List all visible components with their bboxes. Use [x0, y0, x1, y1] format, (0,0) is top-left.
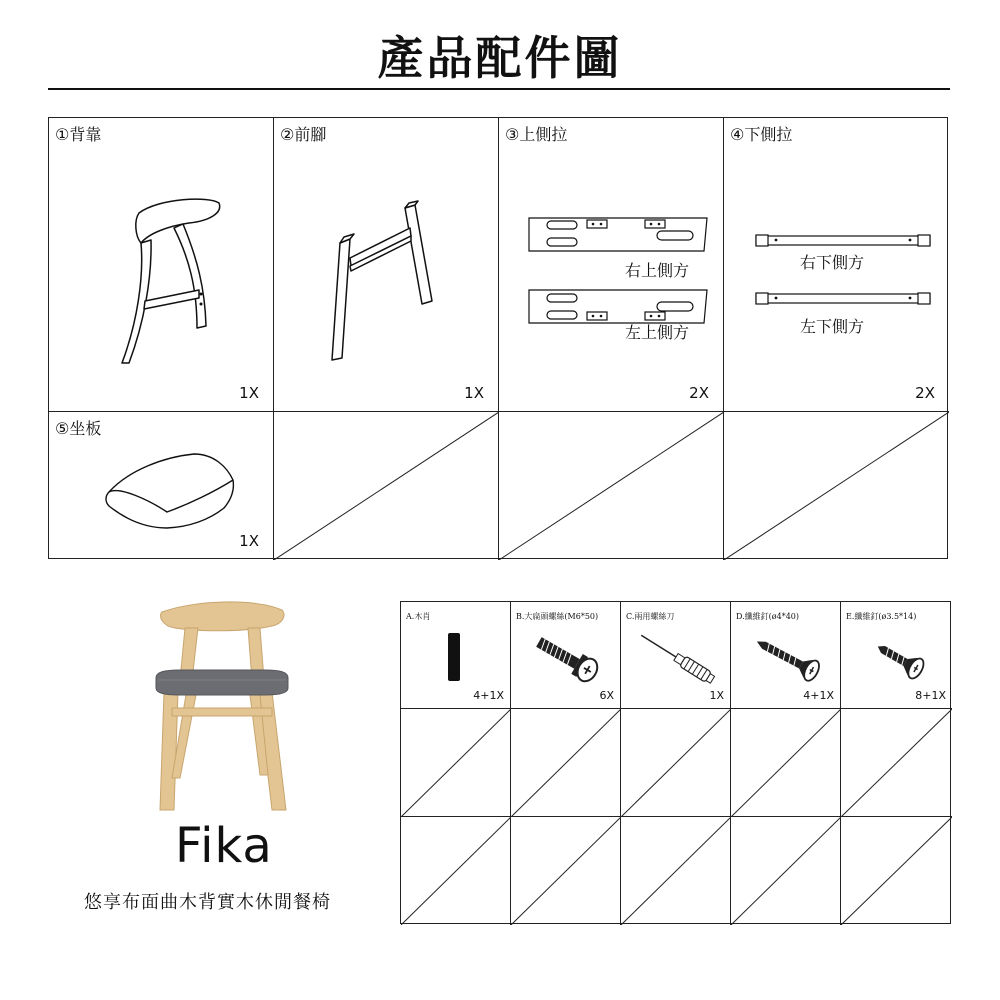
hardware-qty: 8+1X: [915, 689, 946, 702]
diagonal-slash: [401, 709, 511, 817]
hardware-label: C.兩用螺絲刀: [626, 612, 675, 621]
part-cell-backrest: [49, 118, 274, 412]
part-label: ④下側拉: [730, 125, 793, 144]
part-label: ⑤坐板: [55, 419, 102, 438]
part-qty: 1X: [464, 384, 484, 402]
part-qty: 2X: [915, 384, 935, 402]
part-label: ②前腳: [280, 125, 327, 144]
diagonal-slash: [499, 412, 724, 560]
part-qty: 1X: [239, 384, 259, 402]
product-name: Fika: [175, 818, 273, 874]
hardware-qty: 4+1X: [803, 689, 834, 702]
hardware-cell-screwdriver: [621, 602, 731, 709]
parts-grid: [48, 117, 948, 559]
hardware-cell-dowel: [401, 602, 511, 709]
chair-photo: [140, 600, 300, 815]
diagonal-slash: [731, 817, 841, 925]
hardware-label: B.大扁頭螺絲(M6*50): [516, 612, 599, 621]
part-label: ①背靠: [55, 125, 102, 144]
empty-cell: [724, 412, 949, 560]
upper-side-rails-illustration: [499, 118, 724, 412]
empty-cell: [841, 709, 952, 817]
empty-cell: [401, 817, 511, 925]
part-qty: 1X: [239, 532, 259, 550]
part-cell-upper-side-rails: [499, 118, 724, 412]
page-title: 產品配件圖: [377, 31, 623, 85]
empty-cell: [401, 709, 511, 817]
part-cell-front-legs: [274, 118, 499, 412]
hardware-grid: [400, 601, 951, 924]
diagonal-slash: [511, 709, 621, 817]
hardware-label: D.纖維釘(ø4*40): [736, 612, 799, 621]
product-subtitle: 悠享布面曲木背實木休閒餐椅: [84, 892, 331, 913]
hardware-qty: 4+1X: [473, 689, 504, 702]
diagonal-slash: [621, 709, 731, 817]
empty-cell: [511, 817, 621, 925]
rail-label-right-upper: 右上側方: [625, 261, 690, 280]
diagonal-slash: [724, 412, 949, 560]
hardware-cell-bolt: [511, 602, 621, 709]
empty-cell: [731, 817, 841, 925]
title-divider: [48, 88, 950, 90]
hardware-label: A.木肖: [406, 612, 431, 621]
empty-cell: [499, 412, 724, 560]
diagonal-slash: [401, 817, 511, 925]
empty-cell: [621, 709, 731, 817]
part-cell-lower-side-rails: [724, 118, 949, 412]
diagonal-slash: [731, 709, 841, 817]
hardware-qty: 6X: [599, 689, 614, 702]
empty-cell: [731, 709, 841, 817]
hardware-qty: 1X: [709, 689, 724, 702]
part-cell-seat: [49, 412, 274, 560]
diagonal-slash: [274, 412, 499, 560]
hardware-label: E.纖維釘(ø3.5*14): [846, 612, 917, 621]
part-label: ③上側拉: [505, 125, 568, 144]
hardware-cell-screw-large: [731, 602, 841, 709]
diagonal-slash: [841, 817, 952, 925]
diagonal-slash: [621, 817, 731, 925]
empty-cell: [274, 412, 499, 560]
empty-cell: [841, 817, 952, 925]
rail-label-left-lower: 左下側方: [800, 317, 865, 336]
empty-cell: [511, 709, 621, 817]
diagonal-slash: [511, 817, 621, 925]
rail-label-left-upper: 左上側方: [625, 323, 690, 342]
hardware-cell-screw-small: [841, 602, 952, 709]
empty-cell: [621, 817, 731, 925]
part-qty: 2X: [689, 384, 709, 402]
rail-label-right-lower: 右下側方: [800, 253, 865, 272]
diagonal-slash: [841, 709, 952, 817]
front-legs-illustration: [274, 118, 499, 412]
backrest-illustration: [49, 118, 274, 412]
